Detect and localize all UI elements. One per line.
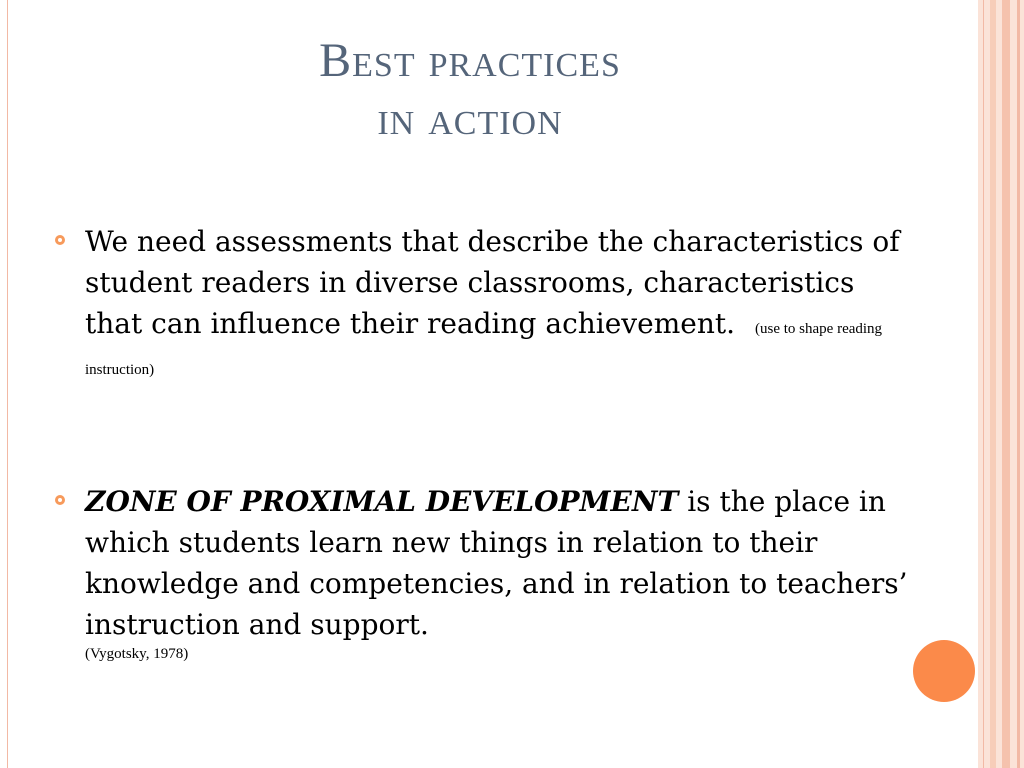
orange-circle-decoration bbox=[913, 640, 975, 702]
slide-title bbox=[180, 32, 760, 148]
bullet-circle-icon bbox=[55, 235, 65, 245]
bullet-citation: (Vygotsky, 1978) bbox=[85, 646, 189, 662]
bullet-body: We need assessments that describe the characteristics of student readers in diverse classrooms, characteristics that can influence their reading achievement. bbox=[85, 225, 900, 340]
slide-title-line-2: in action bbox=[377, 92, 563, 145]
bullet-item-zpd bbox=[55, 481, 915, 663]
stripe bbox=[983, 0, 984, 768]
bullet-note: (use to shape reading instruction) bbox=[85, 321, 883, 378]
left-border-line bbox=[7, 0, 8, 768]
bullet-text bbox=[85, 481, 915, 663]
stripe bbox=[990, 0, 996, 768]
bullet-item-assessments bbox=[55, 221, 915, 385]
bullet-emphasis: ZONE OF PROXIMAL DEVELOPMENT bbox=[85, 485, 679, 518]
bullet-text bbox=[85, 221, 915, 385]
stripe bbox=[1002, 0, 1010, 768]
bullet-body: is the place in which students learn new things in relation to their knowledge and competencies, and in relation to teachers’ instruction and support. bbox=[85, 485, 908, 641]
stripe bbox=[1017, 0, 1020, 768]
right-decorative-stripes bbox=[978, 0, 1024, 768]
bullet-circle-icon bbox=[55, 495, 65, 505]
slide-title-line-1: Best practices bbox=[319, 34, 621, 87]
